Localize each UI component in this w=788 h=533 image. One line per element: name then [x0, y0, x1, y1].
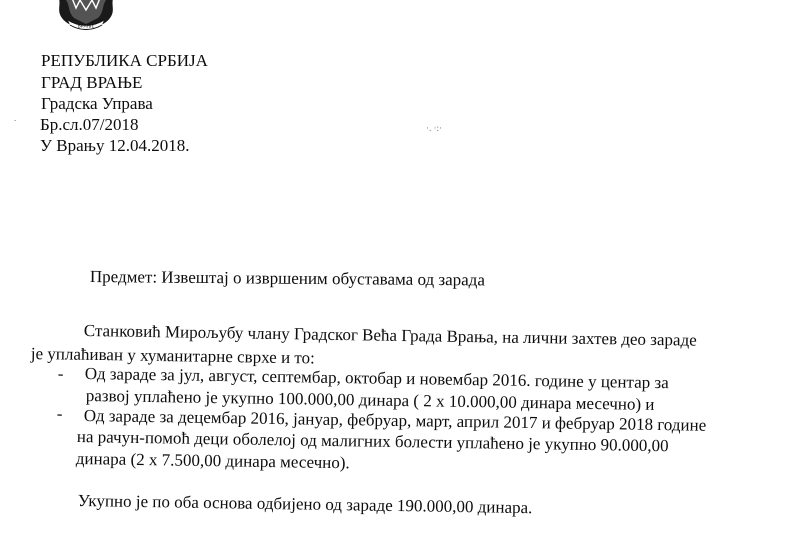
header-city: ГРАД ВРАЊЕ [41, 73, 143, 92]
bullet-1-marker: - [57, 364, 64, 384]
bullet-2-marker: - [56, 404, 63, 424]
body-intro-line-2: је уплаћиван у хуманитарне сврхе и то: [30, 344, 315, 368]
bullet-2-line-3: динара (2 х 7.500,00 динара месечно). [75, 449, 350, 473]
bullet-2-line-2: на рачун-помоћ деци оболелој од малигних болести уплаћено је укупно 90.000,00 [76, 427, 669, 456]
bullet-1-line-1: Од зараде за јул, август, септембар, октобар и новембар 2016. године у центар за [84, 364, 669, 393]
city-coat-of-arms-icon [52, 0, 120, 34]
header-place-date: У Врању 12.04.2018. [40, 136, 190, 155]
scan-speck: ·. ·:· [426, 123, 442, 133]
bullet-2-line-1: Од зараде за децембар 2016, јануар, фебруар, март, април 2017 и фебруар 2018 године [83, 406, 707, 435]
subject-line: Предмет: Извештај о извршеним обуставама од зарада [89, 266, 486, 290]
header-reference-number: Бр.сл.07/2018 [40, 115, 139, 134]
header-country: РЕПУБЛИКА СРБИЈА [41, 51, 208, 70]
crest-text: ВРАЊЕ [77, 24, 95, 30]
bullet-1-line-2: развој уплаћено је укупно 100.000,00 динара ( 2 х 10.000,00 динара месечно) и [85, 386, 655, 414]
header-administration: Градска Управа [41, 94, 153, 113]
scan-speck: . [14, 113, 17, 123]
body-intro-line-1: Станковић Мирољубу члану Градског Већа Града Врања, на лични захтев део зараде [83, 321, 697, 350]
total-summary: Укупно је по оба основа одбијено од зараде 190.000,00 динара. [77, 491, 533, 518]
